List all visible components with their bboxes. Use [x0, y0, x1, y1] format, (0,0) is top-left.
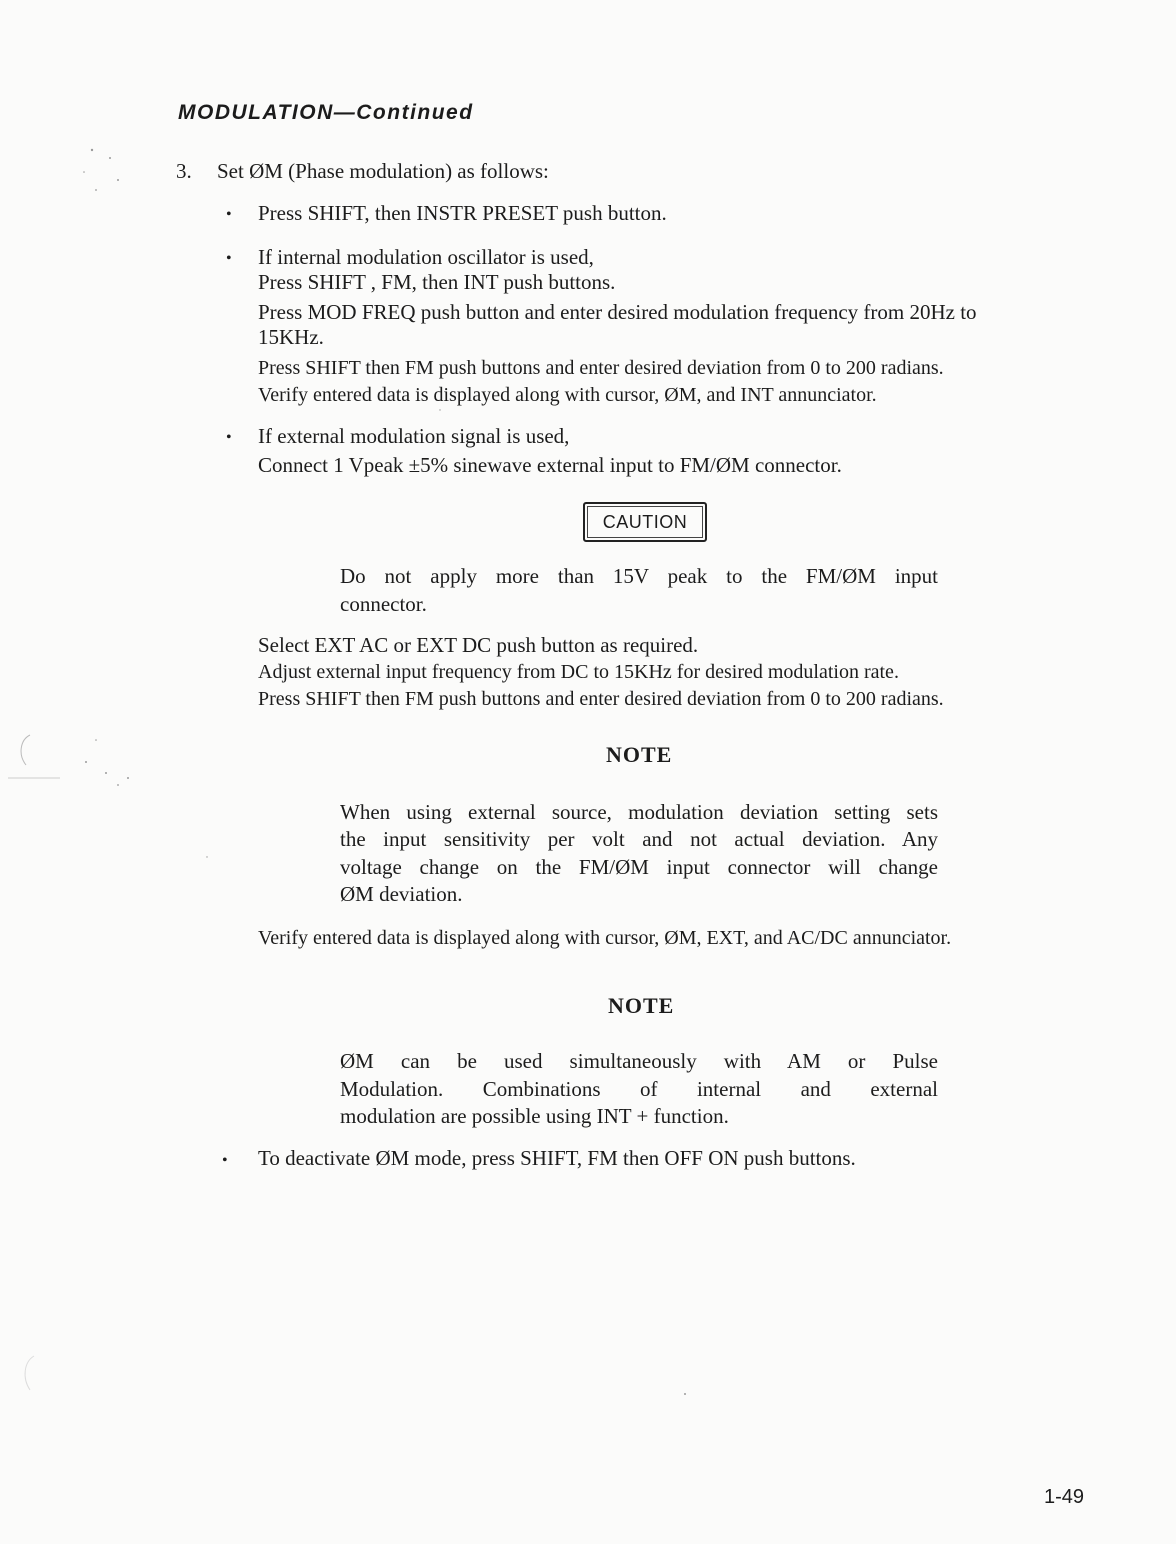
note-1-title: NOTE — [606, 742, 673, 767]
note-2-line: ØM can be used simultaneously with AM or Pulse — [340, 1049, 938, 1073]
bullet-dot: • — [226, 429, 232, 446]
bullet-dot: • — [226, 206, 232, 223]
note-1-line: ØM deviation. — [340, 882, 463, 906]
bullet-3-line: If external modulation signal is used, — [258, 424, 570, 448]
note-2-line: modulation are possible using INT + function. — [340, 1104, 729, 1128]
note-2-title: NOTE — [608, 993, 675, 1018]
page-number: 1-49 — [1044, 1486, 1085, 1508]
section-heading: MODULATION—Continued — [178, 101, 474, 124]
bullet-2-line: Press SHIFT then FM push buttons and enter desired deviation from 0 to 200 radians. — [258, 357, 944, 379]
external-step-line: Adjust external input frequency from DC to 15KHz for desired modulation rate. — [258, 661, 899, 683]
bullet-2-line: Press SHIFT , FM, then INT push buttons. — [258, 270, 616, 294]
bullet-4-text: To deactivate ØM mode, press SHIFT, FM then OFF ON push buttons. — [258, 1146, 856, 1170]
bullet-3-line: Connect 1 Vpeak ±5% sinewave external input to FM/ØM connector. — [258, 453, 842, 477]
note-1-line: the input sensitivity per volt and not actual deviation. Any — [340, 827, 938, 851]
external-step-line: Select EXT AC or EXT DC push button as required. — [258, 633, 699, 657]
step-number: 3. — [176, 159, 192, 183]
caution-label: CAUTION — [583, 502, 707, 542]
caution-text: connector. — [340, 592, 427, 616]
note-1-line: voltage change on the FM/ØM input connector will change — [340, 855, 938, 879]
note-1-line: When using external source, modulation deviation setting sets — [340, 800, 938, 824]
bullet-1-text: Press SHIFT, then INSTR PRESET push button. — [258, 201, 667, 225]
external-step-line: Press SHIFT then FM push buttons and enter desired deviation from 0 to 200 radians. — [258, 688, 944, 710]
note-2-line: Modulation. Combinations of internal and external — [340, 1077, 938, 1101]
step-intro: Set ØM (Phase modulation) as follows: — [217, 159, 549, 183]
verify-ext-text: Verify entered data is displayed along with cursor, ØM, EXT, and AC/DC annunciator. — [258, 927, 952, 949]
bullet-2-line: If internal modulation oscillator is used, — [258, 245, 594, 269]
caution-text: Do not apply more than 15V peak to the FM/ØM input — [340, 564, 938, 588]
bullet-2-line: Press MOD FREQ push button and enter desired modulation frequency from 20Hz to — [258, 300, 977, 324]
bullet-2-line: Verify entered data is displayed along with cursor, ØM, and INT annunciator. — [258, 384, 877, 406]
bullet-dot: • — [222, 1152, 228, 1169]
bullet-dot: • — [226, 250, 232, 267]
bullet-2-line: 15KHz. — [258, 325, 324, 349]
